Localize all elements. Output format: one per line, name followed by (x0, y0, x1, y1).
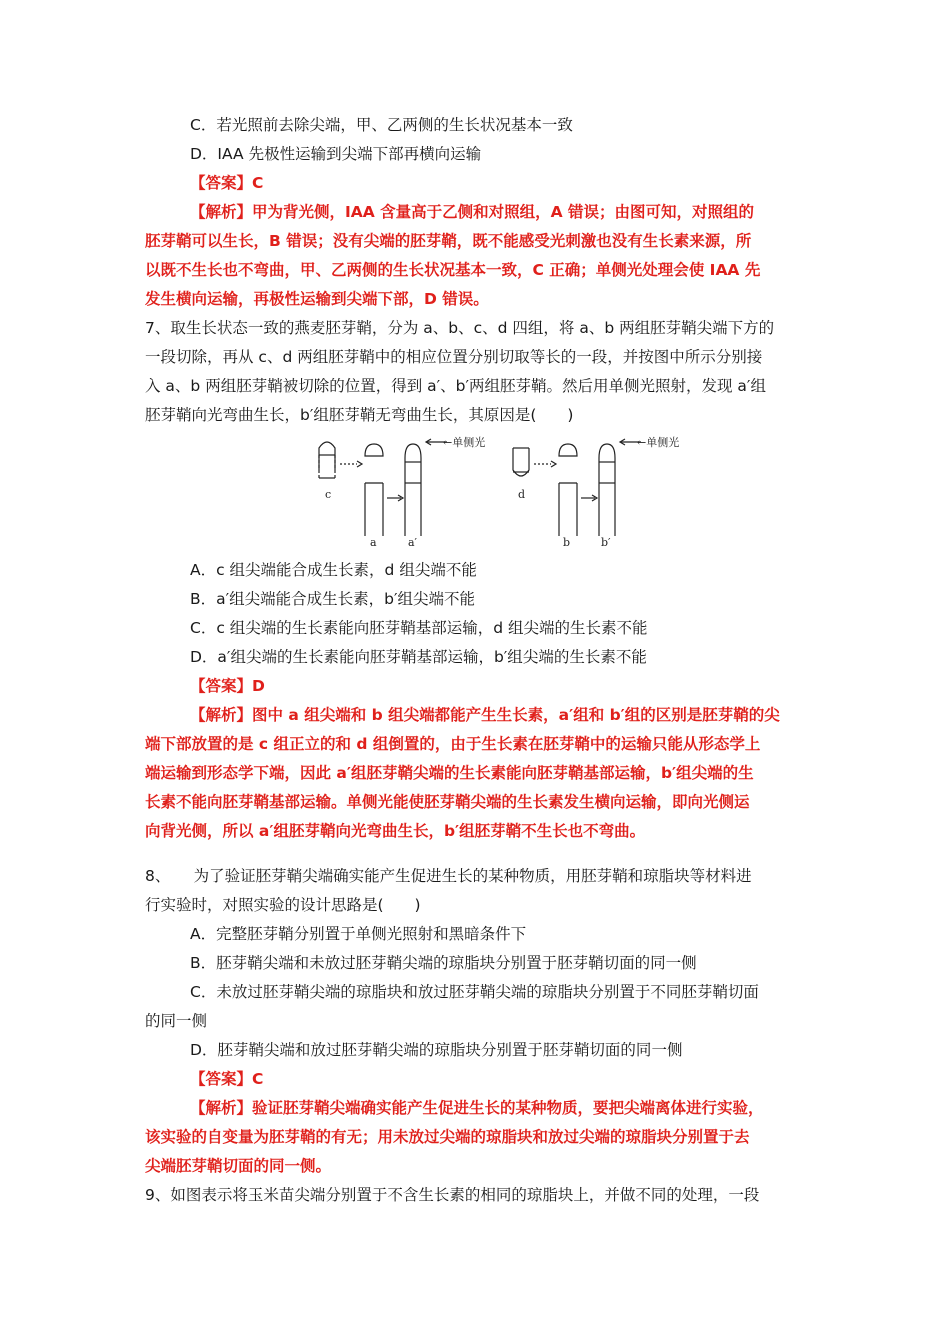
q6-explanation-line: 【解析】甲为背光侧，IAA 含量高于乙侧和对照组，A 错误；由图可知，对照组的 (190, 203, 755, 221)
q7-stem-line: 一段切除，再从 c、d 两组胚芽鞘中的相应位置分别切取等长的一段，并按图中所示分别接 (145, 348, 763, 366)
q8-option-b: B．胚芽鞘尖端和未放过胚芽鞘尖端的琼脂块分别置于胚芽鞘切面的同一侧 (190, 954, 697, 972)
q6-explanation-line: 发生横向运输，再极性运输到尖端下部，D 错误。 (145, 290, 489, 308)
q8-option-c-cont: 的同一侧 (145, 1012, 208, 1030)
q8-stem-line: 8、 为了验证胚芽鞘尖端确实能产生促进生长的某种物质，用胚芽鞘和琼脂块等材料进 (145, 867, 752, 885)
q7-explanation-line: 向背光侧，所以 a′组胚芽鞘向光弯曲生长，b′组胚芽鞘不生长也不弯曲。 (145, 822, 646, 840)
label-d: d (518, 488, 526, 501)
label-b: b (563, 536, 571, 548)
q8-explanation-line: 尖端胚芽鞘切面的同一侧。 (145, 1157, 332, 1175)
q7-explanation-line: 端下部放置的是 c 组正立的和 d 组倒置的，由于生长素在胚芽鞘中的运输只能从形态学上 (145, 735, 761, 753)
label-c: c (325, 488, 332, 501)
q7-explanation-line: 端运输到形态学下端，因此 a′组胚芽鞘尖端的生长素能向胚芽鞘基部运输，b′组尖端的生 (145, 764, 754, 782)
a-prime-coleoptile (405, 444, 421, 536)
q8-explanation-line: 该实验的自变量为胚芽鞘的有无；用未放过尖端的琼脂块和放过尖端的琼脂块分别置于去 (145, 1128, 750, 1146)
q6-explanation-line: 胚芽鞘可以生长，B 错误；没有尖端的胚芽鞘，既不能感受光刺激也没有生长素来源，所 (145, 232, 752, 250)
q7-option: A．c 组尖端能合成生长素，d 组尖端不能 (190, 561, 477, 579)
q6-option-c: C．若光照前去除尖端，甲、乙两侧的生长状况基本一致 (190, 116, 573, 134)
b-tip (559, 444, 577, 456)
light-label-left: ←单侧光 (443, 436, 486, 449)
c-coleoptile-tip (319, 442, 335, 470)
q7-stem-line: 入 a、b 两组胚芽鞘被切除的位置，得到 a′、b′两组胚芽鞘。然后用单侧光照射，发现 a′组 (145, 377, 766, 395)
arrowhead-icon (357, 461, 362, 467)
q7-option: B．a′组尖端能合成生长素，b′组尖端不能 (190, 590, 476, 608)
q7-option: D．a′组尖端的生长素能向胚芽鞘基部运输，b′组尖端的生长素不能 (190, 648, 647, 666)
q8-stem-line: 行实验时，对照实验的设计思路是( ) (145, 896, 421, 914)
arrowhead-icon (551, 461, 556, 467)
coleoptile-figure (305, 428, 705, 548)
b-prime-coleoptile (599, 444, 615, 536)
q6-option-d: D．IAA 先极性运输到尖端下部再横向运输 (190, 145, 482, 163)
q8-option-d: D．胚芽鞘尖端和放过胚芽鞘尖端的琼脂块分别置于胚芽鞘切面的同一侧 (190, 1041, 683, 1059)
a-tip (365, 444, 383, 456)
q7-option: C．c 组尖端的生长素能向胚芽鞘基部运输，d 组尖端的生长素不能 (190, 619, 648, 637)
label-a-prime: a′ (408, 536, 418, 548)
q8-option-a: A．完整胚芽鞘分别置于单侧光照射和黑暗条件下 (190, 925, 527, 943)
q7-stem-line: 胚芽鞘向光弯曲生长，b′组胚芽鞘无弯曲生长，其原因是( ) (145, 406, 574, 424)
q7-explanation-line: 长素不能向胚芽鞘基部运输。单侧光能使胚芽鞘尖端的生长素发生横向运输，即向光侧运 (145, 793, 750, 811)
q8-answer: 【答案】C (190, 1070, 264, 1088)
q8-explanation-line: 【解析】验证胚芽鞘尖端确实能产生促进生长的某种物质，要把尖端离体进行实验， (190, 1099, 764, 1117)
q7-answer: 【答案】D (190, 677, 265, 695)
q7-stem-line: 7、取生长状态一致的燕麦胚芽鞘，分为 a、b、c、d 四组，将 a、b 两组胚芽鞘尖端下方的 (145, 319, 775, 337)
q6-answer: 【答案】C (190, 174, 264, 192)
label-a: a (370, 536, 377, 548)
light-label-right: ←单侧光 (637, 436, 680, 449)
q8-option-c: C．未放过胚芽鞘尖端的琼脂块和放过胚芽鞘尖端的琼脂块分别置于不同胚芽鞘切面 (190, 983, 759, 1001)
q9-stem-line: 9、如图表示将玉米苗尖端分别置于不含生长素的相同的琼脂块上，并做不同的处理，一段 (145, 1186, 760, 1204)
q7-explanation-line: 【解析】图中 a 组尖端和 b 组尖端都能产生生长素，a′组和 b′组的区别是胚芽鞘的尖 (190, 706, 780, 724)
q6-explanation-line: 以既不生长也不弯曲，甲、乙两侧的生长状况基本一致，C 正确；单侧光处理会使 IAA 先 (145, 261, 761, 279)
label-b-prime: b′ (601, 536, 611, 548)
